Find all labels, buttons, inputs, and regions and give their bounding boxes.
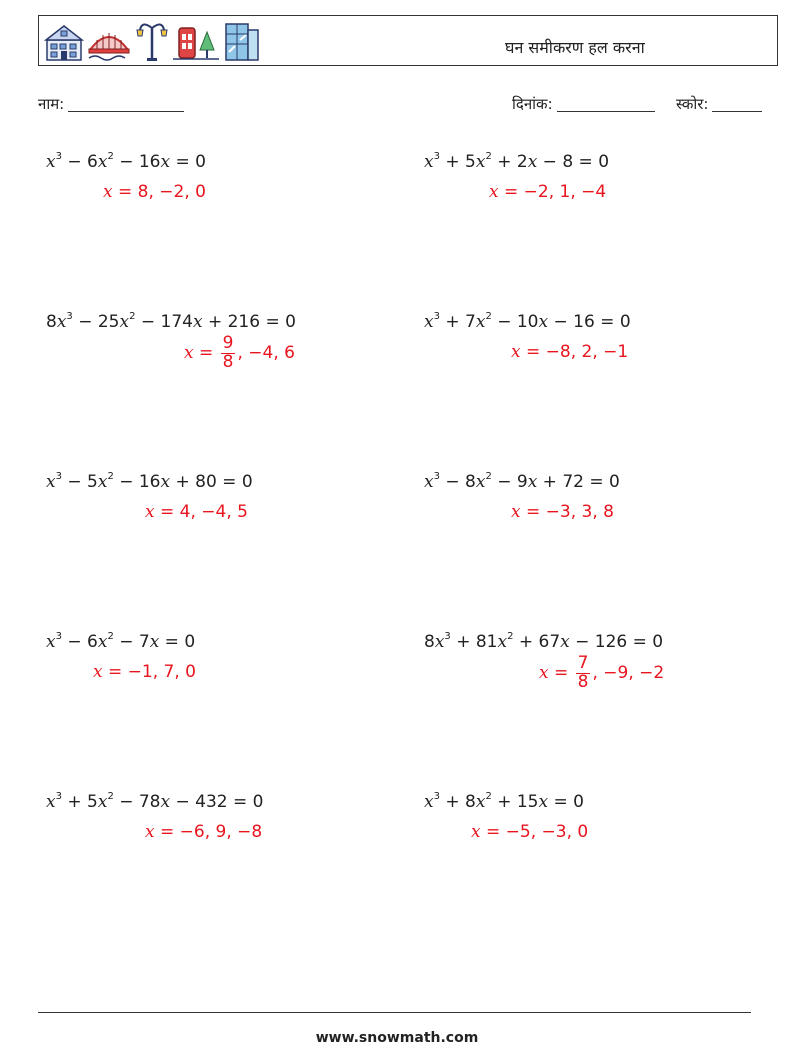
- office-building-icon: [222, 18, 262, 62]
- problem-6-equation: $x^3 - 8x^2 - 9x + 72 = 0$: [424, 471, 620, 492]
- problem-8-equation: $8x^3 + 81x^2 + 67x - 126 = 0$: [424, 631, 664, 652]
- fraction: $\frac{7}{8}$: [577, 653, 589, 692]
- problem-1-answer: x = 8, −2, 0: [103, 182, 206, 202]
- footer-url[interactable]: www.snowmath.com: [315, 1030, 479, 1046]
- score-field[interactable]: [676, 94, 762, 114]
- name-field[interactable]: [38, 94, 184, 114]
- problem-2-answer: x = −2, 1, −4: [489, 182, 607, 202]
- problem-5-equation: $x^3 - 5x^2 - 16x + 80 = 0$: [46, 471, 253, 492]
- fraction: $\frac{9}{8}$: [222, 333, 234, 372]
- bridge-icon: [87, 18, 131, 62]
- problem-7-equation: $x^3 - 6x^2 - 7x = 0$: [46, 631, 196, 652]
- date-field[interactable]: [512, 94, 655, 114]
- street-lamp-icon: [134, 18, 170, 62]
- problem-4-answer: x = −8, 2, −1: [511, 342, 629, 362]
- problem-5-answer: x = 4, −4, 5: [145, 502, 248, 522]
- house-icon: [44, 18, 84, 62]
- problem-3-equation: $8x^3 - 25x^2 - 174x + 216 = 0$: [46, 311, 296, 332]
- problem-2-equation: $x^3 + 5x^2 + 2x - 8 = 0$: [424, 151, 610, 172]
- problem-4-equation: $x^3 + 7x^2 - 10x - 16 = 0$: [424, 311, 631, 332]
- problem-1-equation: $x^3 - 6x^2 - 16x = 0$: [46, 151, 206, 172]
- date-label: दिनांक:: [512, 95, 553, 113]
- score-label: स्कोर:: [676, 95, 709, 113]
- problem-8-answer: x = $\frac{7}{8}$ , −9, −2: [539, 653, 665, 692]
- score-blank[interactable]: [712, 96, 762, 112]
- phone-booth-and-tree-icon: [173, 18, 219, 62]
- problem-9-answer: x = −6, 9, −8: [145, 822, 263, 842]
- problem-3-answer: x = $\frac{9}{8}$ , −4, 6: [184, 333, 295, 372]
- footer-divider: [38, 1012, 751, 1013]
- problem-9-equation: $x^3 + 5x^2 - 78x - 432 = 0$: [46, 791, 264, 812]
- problem-10-equation: $x^3 + 8x^2 + 15x = 0$: [424, 791, 584, 812]
- date-blank[interactable]: [557, 96, 655, 112]
- page-title: घन समीकरण हल करना: [505, 38, 645, 57]
- header-icons: [44, 18, 262, 62]
- problem-7-answer: x = −1, 7, 0: [93, 662, 196, 682]
- problem-6-answer: x = −3, 3, 8: [511, 502, 614, 522]
- problem-10-answer: x = −5, −3, 0: [471, 822, 589, 842]
- name-blank[interactable]: [68, 96, 184, 112]
- name-label: नाम:: [38, 95, 65, 113]
